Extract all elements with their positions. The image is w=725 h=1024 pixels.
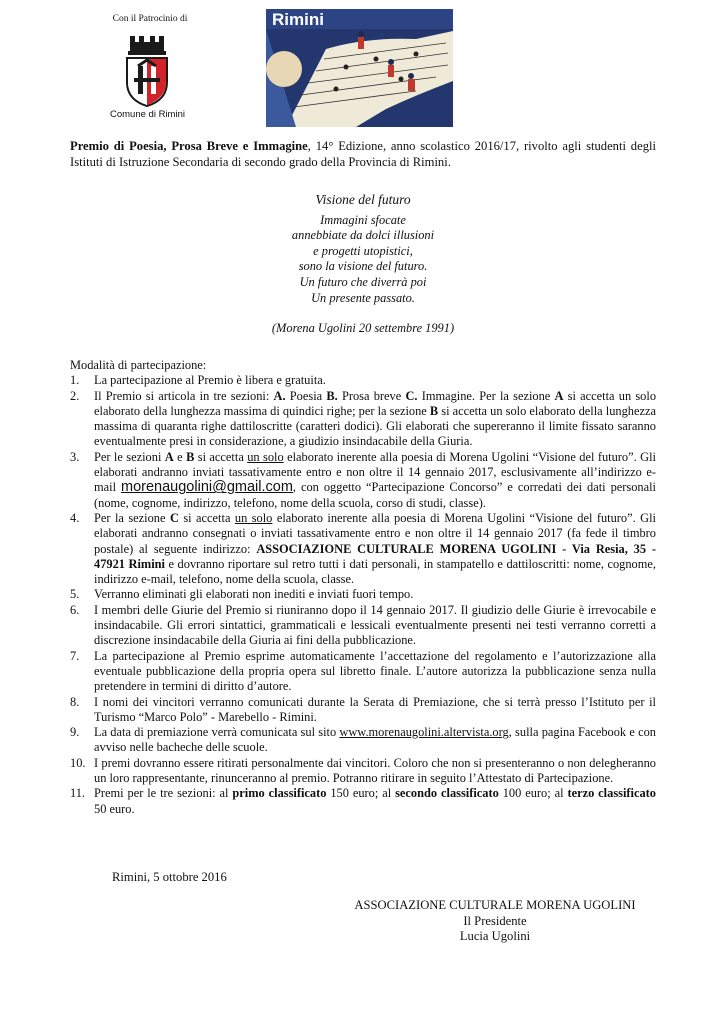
rule-text-segment: La data di premiazione verrà comunicata sul sito xyxy=(94,725,340,740)
rule-text-segment: si accetta un solo elaborato della lunghezza massima di quaranta righe dattiloscritte (caratteri dodici). Gli elaborati che supereranno il limite fissato saranno eventualmente presi in considerazione, a giudizio insindacabile della Giuria. xyxy=(94,403,656,449)
rule-number: 2. xyxy=(70,388,80,403)
rule-item xyxy=(70,373,656,388)
rule-text-segment: Premi per le tre sezioni: al xyxy=(94,786,233,801)
rule-text xyxy=(94,786,656,817)
rule-text-segment: e xyxy=(173,449,187,464)
rule-text-segment: I membri delle Giurie del Premio si riuniranno dopo il 14 gennaio 2017. Il giudizio delle Giurie è irrevocabile e insindacabile. Gli errori sintattici, grammaticali e lessicali eventualmente presenti nei testi verranno corretti a discrezione insindacabile della Giuria ai fini della pubblicazione. xyxy=(94,602,656,648)
rule-number: 1. xyxy=(70,373,80,388)
rule-item xyxy=(70,587,656,602)
rule-text-segment: Poesia xyxy=(285,388,327,403)
rule-text-segment: B xyxy=(186,449,195,464)
rule-text-segment: 150 euro; al xyxy=(326,786,396,801)
signature-name: Lucia Ugolini xyxy=(459,929,531,944)
rule-text-segment: Per le sezioni xyxy=(94,449,165,464)
rule-text xyxy=(94,756,656,787)
patronage-label: Con il Patrocinio di xyxy=(112,14,188,24)
rule-text-segment: elaborato inerente alla poesia di Morena Ugolini “Visione del futuro”. Gli elaborati andranno consegnati o inviati tassativamente entro e non oltre il 14 gennaio 2017 (fa fede il timbro postale) al seguente indirizzo: xyxy=(94,510,656,556)
rule-text xyxy=(94,587,656,602)
participation-rules xyxy=(70,358,656,817)
rule-number: 11. xyxy=(70,786,86,801)
rule-text xyxy=(94,649,656,695)
rule-text-segment: B xyxy=(429,403,439,418)
rules-heading: Modalità di partecipazione: xyxy=(70,358,207,372)
rule-number: 8. xyxy=(70,694,80,709)
rule-text-segment: I nomi dei vincitori verranno comunicati durante la Serata di Premiazione, che si terrà presso l’Istituto per il Turismo “Marco Polo” - Marebello - Rimini. xyxy=(94,694,656,724)
rule-text-segment: Verranno eliminati gli elaborati non inediti e inviati fuori tempo. xyxy=(94,587,414,602)
rule-number: 6. xyxy=(70,602,80,617)
poem-line: Un presente passato. xyxy=(311,290,415,305)
rule-item xyxy=(70,725,656,756)
rule-number: 10. xyxy=(70,755,86,770)
rule-list xyxy=(70,373,656,817)
poem-block xyxy=(70,192,656,337)
poem-author: (Morena Ugolini 20 settembre 1991) xyxy=(271,321,455,336)
rule-text-segment: ASSOCIAZIONE CULTURALE MORENA UGOLINI - Via Resia, 35 - 47921 Rimini xyxy=(94,541,656,571)
rule-text xyxy=(94,373,656,388)
rule-text-segment: , sulla pagina Facebook e con avviso nelle bacheche delle scuole. xyxy=(94,725,656,755)
header-artwork-image xyxy=(266,9,453,127)
signature-role: Il Presidente xyxy=(463,913,527,928)
rule-text-segment: I premi dovranno essere ritirati personalmente dai vincitori. Coloro che non si presenteranno o non delegheranno un loro rappresentante, rinunceranno al premio. Potranno ritirare in seguito l’Attestato di Partecipazione. xyxy=(94,755,656,786)
rule-item xyxy=(70,649,656,695)
rule-text xyxy=(94,725,656,756)
rule-text-segment: A xyxy=(164,449,174,464)
rule-text-segment: , con oggetto “Partecipazione Concorso” e corredati dei dati personali (nome, cognome, indirizzo, telefono, nome della scuola, corso di studi, classe). xyxy=(94,480,656,510)
poem-title: Visione del futuro xyxy=(315,192,411,207)
poem-line: annebbiate da dolci illusioni xyxy=(291,228,435,243)
signature-block xyxy=(335,898,655,945)
rule-item xyxy=(70,389,656,450)
rule-text-segment: un solo xyxy=(234,510,273,525)
rule-text-segment: si accetta xyxy=(178,510,235,525)
rule-text-segment: e dovranno riportare sul retro tutti i dati personali, in stampatello e dattiloscritti: nome, cognome, indirizzo e-mail, telefono, nome della scuola, classe. xyxy=(94,556,656,587)
rule-text xyxy=(94,450,656,511)
rule-text-segment: B. xyxy=(326,388,338,403)
rule-item xyxy=(70,786,656,817)
rule-text-segment: C xyxy=(169,510,179,525)
rule-item xyxy=(70,511,656,587)
rule-text xyxy=(94,389,656,450)
rule-text-segment: si accetta un solo elaborato della lunghezza massima di quindici righe; per la sezione xyxy=(94,388,657,418)
rule-text-segment: Per la sezione xyxy=(94,510,170,525)
rule-text-segment: La partecipazione al Premio è libera e gratuita. xyxy=(94,373,326,388)
rule-text-segment: La partecipazione al Premio esprime automaticamente l’accettazione del regolamento e l’autorizzazione alla eventuale pubblicazione della propria opera sul libretto finale. L’autore autorizza la pubblicazione senza nulla pretendere in termini di diritto d’autore. xyxy=(94,648,656,694)
award-name: Premio di Poesia, Prosa Breve e Immagine xyxy=(70,139,308,153)
intro-text: , 14° Edizione, anno scolastico 2016/17, rivolto agli studenti degli Istituti di Istruzione Secondaria di secondo grado della Provincia di Rimini. xyxy=(70,139,656,169)
website-link[interactable]: www.morenaugolini.altervista.org xyxy=(339,725,509,740)
crest-crown xyxy=(128,36,166,55)
rule-text-segment: Immagine. Per la sezione xyxy=(417,388,555,403)
comune-crest-logo xyxy=(124,34,170,108)
rule-text xyxy=(94,695,656,726)
poem-line: e progetti utopistici, xyxy=(313,243,413,258)
rule-text xyxy=(94,603,656,649)
comune-label: Comune di Rimini xyxy=(110,109,185,120)
rule-text-segment: elaborato inerente alla poesia di Morena Ugolini “Visione del futuro”. Gli elaborati andranno inviati tassativamente entro e non oltre il 14 gennaio 2017, esclusivamente all’indirizzo e-mail xyxy=(94,449,656,495)
rule-text-segment: 100 euro; al xyxy=(498,786,568,801)
rule-number: 3. xyxy=(70,449,80,464)
rule-text-segment: A xyxy=(554,388,564,403)
email-link[interactable]: morenaugolini@gmail.com xyxy=(121,479,293,496)
intro-paragraph xyxy=(70,138,656,170)
rule-number: 7. xyxy=(70,648,80,663)
rule-text-segment: 50 euro. xyxy=(94,801,135,816)
rule-text-segment: Il Premio si articola in tre sezioni: xyxy=(94,388,274,403)
rule-number: 5. xyxy=(70,587,80,602)
rule-number: 4. xyxy=(70,510,80,525)
rule-text-segment: secondo classificato xyxy=(395,786,499,801)
poem-line: sono la visione del futuro. xyxy=(298,259,428,274)
rule-text-segment: A. xyxy=(273,388,286,403)
dateline: Rimini, 5 ottobre 2016 xyxy=(112,870,227,884)
rule-text-segment: si accetta xyxy=(194,449,248,464)
rule-text-segment: terzo classificato xyxy=(567,786,656,801)
signature-org: ASSOCIAZIONE CULTURALE MORENA UGOLINI xyxy=(354,898,636,912)
poem-line: Un futuro che diverrà poi xyxy=(299,274,427,289)
banner-title: Rimini xyxy=(272,10,324,29)
rule-text-segment: un solo xyxy=(247,449,284,464)
rule-text xyxy=(94,511,656,587)
rule-number: 9. xyxy=(70,725,80,740)
rule-item xyxy=(70,756,656,787)
rule-text-segment: Prosa breve xyxy=(337,388,406,403)
rule-item xyxy=(70,450,656,511)
poem-line: Immagini sfocate xyxy=(320,212,406,227)
rule-item xyxy=(70,603,656,649)
rule-text-segment: C. xyxy=(405,388,418,403)
rule-text-segment: primo classificato xyxy=(232,786,327,801)
rule-item xyxy=(70,695,656,726)
